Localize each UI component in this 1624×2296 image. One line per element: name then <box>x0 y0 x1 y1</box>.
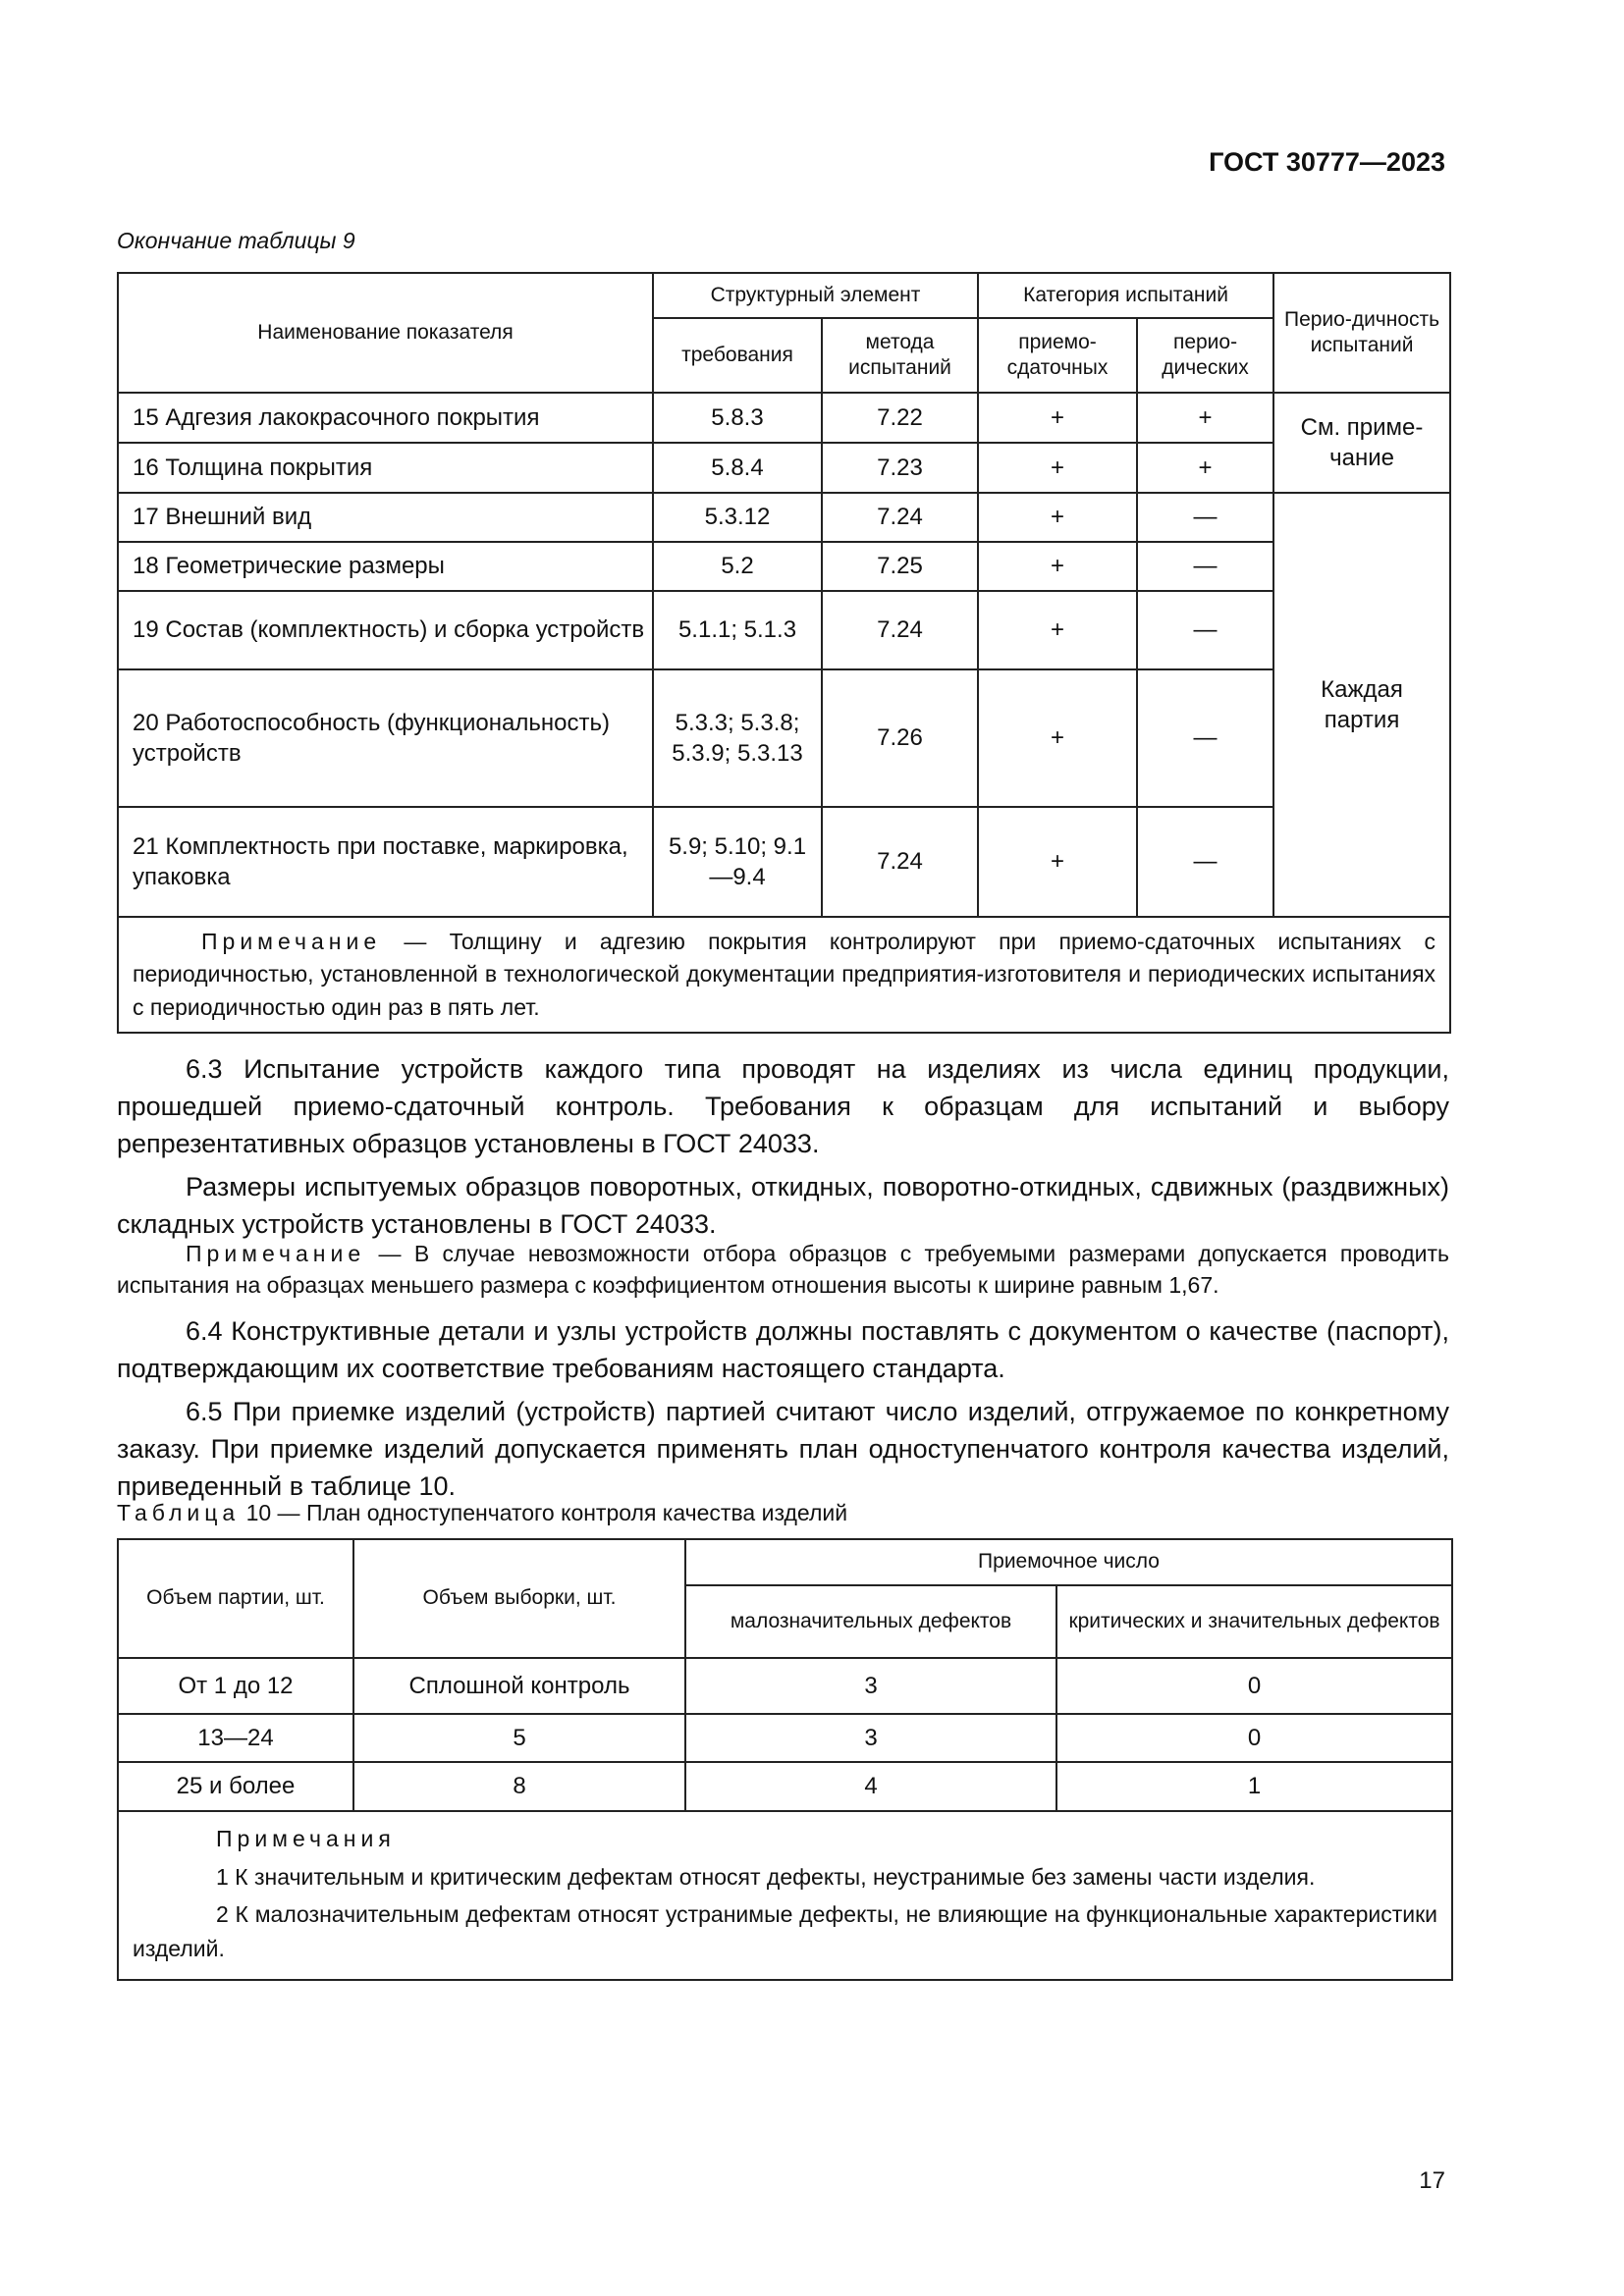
row-periodic: — <box>1137 493 1273 542</box>
body-section-6-3 <box>117 1050 1449 1249</box>
header-minor-defects: малозначительных дефектов <box>685 1585 1056 1658</box>
body-section-6-4 <box>117 1312 1449 1511</box>
row-critical: 0 <box>1056 1658 1452 1714</box>
row-name: 16 Толщина покрытия <box>118 443 653 493</box>
row-req: 5.9; 5.10; 9.1—9.4 <box>653 807 822 917</box>
standard-header: ГОСТ 30777—2023 <box>1209 147 1445 177</box>
row-req: 5.1.1; 5.1.3 <box>653 591 822 669</box>
header-acceptance: приемо-сдаточных <box>978 318 1137 393</box>
header-structural: Структурный элемент <box>653 273 978 318</box>
table9-caption: Окончание таблицы 9 <box>117 228 355 253</box>
row-method: 7.26 <box>822 669 978 807</box>
caption-text: 10 — План одноступенчатого контроля качества изделий <box>240 1500 848 1525</box>
row-method: 7.24 <box>822 493 978 542</box>
row-minor: 3 <box>685 1658 1056 1714</box>
row-minor: 4 <box>685 1762 1056 1811</box>
paragraph-sample-sizes: Размеры испытуемых образцов поворотных, откидных, поворотно-откидных, сдвижных (раздвижных) складных устройств установлены в ГОСТ 24033. <box>117 1172 1449 1239</box>
row-name: 20 Работоспособность (функциональность) устройств <box>118 669 653 807</box>
row-acceptance: + <box>978 669 1137 807</box>
table10-notes <box>118 1811 1452 1980</box>
row-name: 21 Комплектность при поставке, маркировка, упаковка <box>118 807 653 917</box>
row-method: 7.24 <box>822 591 978 669</box>
table-row <box>118 1762 1452 1811</box>
header-critical-defects: критических и значительных дефектов <box>1056 1585 1452 1658</box>
row-req: 5.3.3; 5.3.8; 5.3.9; 5.3.13 <box>653 669 822 807</box>
row-name: 15 Адгезия лакокрасочного покрытия <box>118 393 653 443</box>
row-lot: 25 и более <box>118 1762 353 1811</box>
row-req: 5.3.12 <box>653 493 822 542</box>
note-label: Примечание <box>201 929 382 954</box>
row-req: 5.8.3 <box>653 393 822 443</box>
header-acceptance-number: Приемочное число <box>685 1539 1452 1585</box>
table-row <box>118 591 1450 669</box>
table-row <box>118 393 1450 443</box>
row-critical: 0 <box>1056 1714 1452 1762</box>
table-row <box>118 493 1450 542</box>
periodicity-each-lot: Каждая партия <box>1273 493 1450 917</box>
header-test-methods: метода испытаний <box>822 318 978 393</box>
row-periodic: — <box>1137 542 1273 591</box>
row-periodic: — <box>1137 807 1273 917</box>
row-lot: 13—24 <box>118 1714 353 1762</box>
page-number: 17 <box>1419 2167 1445 2194</box>
periodicity-see-note: См. приме-чание <box>1273 393 1450 493</box>
row-acceptance: + <box>978 807 1137 917</box>
note-text: — Толщину и адгезию покрытия контролируют при приемо-сдаточных испытаниях с периодичностью, установленной в технологической документации предприятия-изготовителя и периодических испытаниях с периодичностью один раз в пять лет. <box>133 929 1436 1020</box>
row-name: 18 Геометрические размеры <box>118 542 653 591</box>
row-method: 7.22 <box>822 393 978 443</box>
notes-label: Примечания <box>216 1826 396 1851</box>
row-critical: 1 <box>1056 1762 1452 1811</box>
table-row <box>118 542 1450 591</box>
table-10 <box>117 1538 1453 1981</box>
row-req: 5.2 <box>653 542 822 591</box>
row-lot: От 1 до 12 <box>118 1658 353 1714</box>
table9-note <box>118 917 1450 1033</box>
row-sample: 5 <box>353 1714 685 1762</box>
table-row <box>118 807 1450 917</box>
table-9 <box>117 272 1451 1034</box>
row-req: 5.8.4 <box>653 443 822 493</box>
header-category: Категория испытаний <box>978 273 1273 318</box>
row-acceptance: + <box>978 542 1137 591</box>
header-lot-size: Объем партии, шт. <box>118 1539 353 1658</box>
table-row <box>118 1714 1452 1762</box>
table-row <box>118 669 1450 807</box>
note-2: 2 К малозначительным дефектам относят устранимые дефекты, не влияющие на функциональные характеристики изделий. <box>133 1901 1438 1961</box>
row-sample: Сплошной контроль <box>353 1658 685 1714</box>
header-periodic: перио-дических <box>1137 318 1273 393</box>
row-periodic: — <box>1137 669 1273 807</box>
header-periodicity: Перио-дичность испытаний <box>1273 273 1450 393</box>
table-row <box>118 1658 1452 1714</box>
note-label: Примечание <box>186 1241 366 1266</box>
body-note <box>117 1238 1449 1301</box>
caption-label: Таблица <box>117 1500 241 1525</box>
note-text: — В случае невозможности отбора образцов с требуемыми размерами допускается проводить испытания на образцах меньшего размера с коэффициентом отношения высоты к ширине равным 1,67. <box>117 1241 1449 1298</box>
row-acceptance: + <box>978 393 1137 443</box>
row-name: 17 Внешний вид <box>118 493 653 542</box>
paragraph-6-3: 6.3 Испытание устройств каждого типа проводят на изделиях из числа единиц продукции, прошедшей приемо-сдаточный контроль. Требования к образцам для испытаний и выбору репрезентативных образцов установлены в ГОСТ 24033. <box>117 1054 1449 1158</box>
header-sample-size: Объем выборки, шт. <box>353 1539 685 1658</box>
paragraph-6-5: 6.5 При приемке изделий (устройств) партией считают число изделий, отгружаемое по конкретному заказу. При приемке изделий допускается применять план одноступенчатого контроля качества изделий, приведенный в таблице 10. <box>117 1397 1449 1501</box>
row-periodic: + <box>1137 393 1273 443</box>
table-row <box>118 443 1450 493</box>
row-periodic: + <box>1137 443 1273 493</box>
header-requirements: требования <box>653 318 822 393</box>
header-name: Наименование показателя <box>118 273 653 393</box>
row-minor: 3 <box>685 1714 1056 1762</box>
row-name: 19 Состав (комплектность) и сборка устройств <box>118 591 653 669</box>
row-acceptance: + <box>978 493 1137 542</box>
row-method: 7.23 <box>822 443 978 493</box>
row-acceptance: + <box>978 443 1137 493</box>
paragraph-6-4: 6.4 Конструктивные детали и узлы устройств должны поставлять с документом о качестве (паспорт), подтверждающим их соответствие требованиям настоящего стандарта. <box>117 1316 1449 1383</box>
row-acceptance: + <box>978 591 1137 669</box>
table10-caption <box>117 1500 847 1526</box>
row-periodic: — <box>1137 591 1273 669</box>
row-sample: 8 <box>353 1762 685 1811</box>
row-method: 7.25 <box>822 542 978 591</box>
note-1: 1 К значительным и критическим дефектам относят дефекты, неустранимые без замены части изделия. <box>216 1863 1316 1890</box>
row-method: 7.24 <box>822 807 978 917</box>
